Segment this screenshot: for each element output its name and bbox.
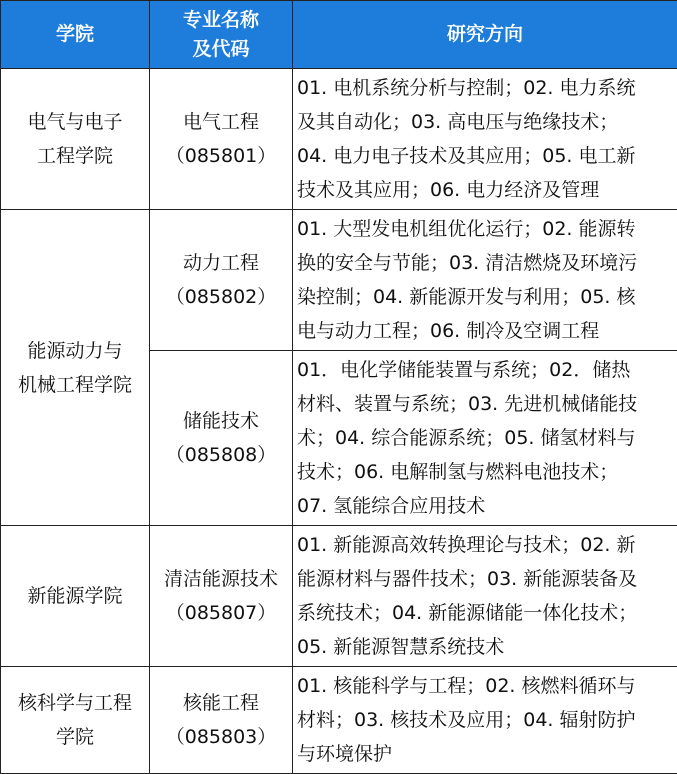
- direction-line: 01. 新能源高效转换理论与技术；02. 新: [297, 528, 673, 562]
- header-major: [150, 1, 293, 69]
- major-name: 动力工程: [150, 246, 292, 280]
- direction-line: 材料；03. 核技术及应用；04. 辐射防护: [297, 703, 673, 737]
- table-row: [1, 526, 677, 667]
- college-name-line: 学院: [1, 720, 149, 754]
- direction-line: 术；04. 综合能源系统；05. 储氢材料与: [297, 421, 673, 455]
- direction-cell: [293, 210, 677, 351]
- direction-line: 01. 电机系统分析与控制；02. 电力系统: [297, 71, 673, 105]
- header-major-line1: 专业名称: [150, 6, 292, 35]
- header-direction: 研究方向: [293, 1, 677, 69]
- direction-cell: [293, 526, 677, 667]
- direction-line: 01. 核能科学与工程；02. 核燃料循环与: [297, 669, 673, 703]
- college-name-line: 电气与电子: [1, 105, 149, 139]
- college-cell: [1, 69, 150, 210]
- college-name-line: 能源动力与: [1, 334, 149, 368]
- major-code: （085808）: [150, 438, 292, 472]
- major-cell: [150, 351, 293, 526]
- direction-cell: [293, 351, 677, 526]
- table-row: [1, 667, 677, 774]
- major-code: （085802）: [150, 280, 292, 314]
- major-code: （085807）: [150, 596, 292, 630]
- header-college: 学院: [1, 1, 150, 69]
- major-cell: [150, 526, 293, 667]
- direction-line: 07. 氢能综合应用技术: [297, 489, 673, 523]
- major-name: 核能工程: [150, 686, 292, 720]
- college-name-line: 机械工程学院: [1, 368, 149, 402]
- major-cell: [150, 210, 293, 351]
- college-cell: [1, 667, 150, 774]
- college-name-line: 核科学与工程: [1, 686, 149, 720]
- direction-line: 换的安全与节能；03. 清洁燃烧及环境污: [297, 246, 673, 280]
- college-name-line: 新能源学院: [1, 579, 149, 613]
- major-name: 电气工程: [150, 105, 292, 139]
- header-major-line2: 及代码: [150, 35, 292, 64]
- header-row: [1, 1, 677, 69]
- major-code: （085801）: [150, 139, 292, 173]
- major-name: 储能技术: [150, 404, 292, 438]
- direction-line: 01．电化学储能装置与系统；02．储热: [297, 353, 673, 387]
- direction-line: 技术及其应用；06. 电力经济及管理: [297, 173, 673, 207]
- direction-line: 系统技术；04. 新能源储能一体化技术；: [297, 596, 673, 630]
- college-name-line: 工程学院: [1, 139, 149, 173]
- direction-cell: [293, 667, 677, 774]
- major-code: （085803）: [150, 720, 292, 754]
- direction-line: 能源材料与器件技术；03. 新能源装备及: [297, 562, 673, 596]
- direction-line: 及其自动化；03. 高电压与绝缘技术；: [297, 105, 673, 139]
- direction-cell: [293, 69, 677, 210]
- major-cell: [150, 69, 293, 210]
- major-name: 清洁能源技术: [150, 562, 292, 596]
- direction-line: 01. 大型发电机组优化运行；02. 能源转: [297, 212, 673, 246]
- direction-line: 与环境保护: [297, 737, 673, 771]
- direction-line: 04. 电力电子技术及其应用；05. 电工新: [297, 139, 673, 173]
- direction-line: 技术；06. 电解制氢与燃料电池技术；: [297, 455, 673, 489]
- table-row: [1, 210, 677, 351]
- college-cell: [1, 526, 150, 667]
- college-cell: [1, 210, 150, 526]
- direction-line: 电与动力工程；06. 制冷及空调工程: [297, 314, 673, 348]
- direction-line: 05. 新能源智慧系统技术: [297, 630, 673, 664]
- direction-line: 材料、装置与系统；03. 先进机械储能技: [297, 387, 673, 421]
- major-cell: [150, 667, 293, 774]
- direction-line: 染控制；04. 新能源开发与利用；05. 核: [297, 280, 673, 314]
- table-row: [1, 69, 677, 210]
